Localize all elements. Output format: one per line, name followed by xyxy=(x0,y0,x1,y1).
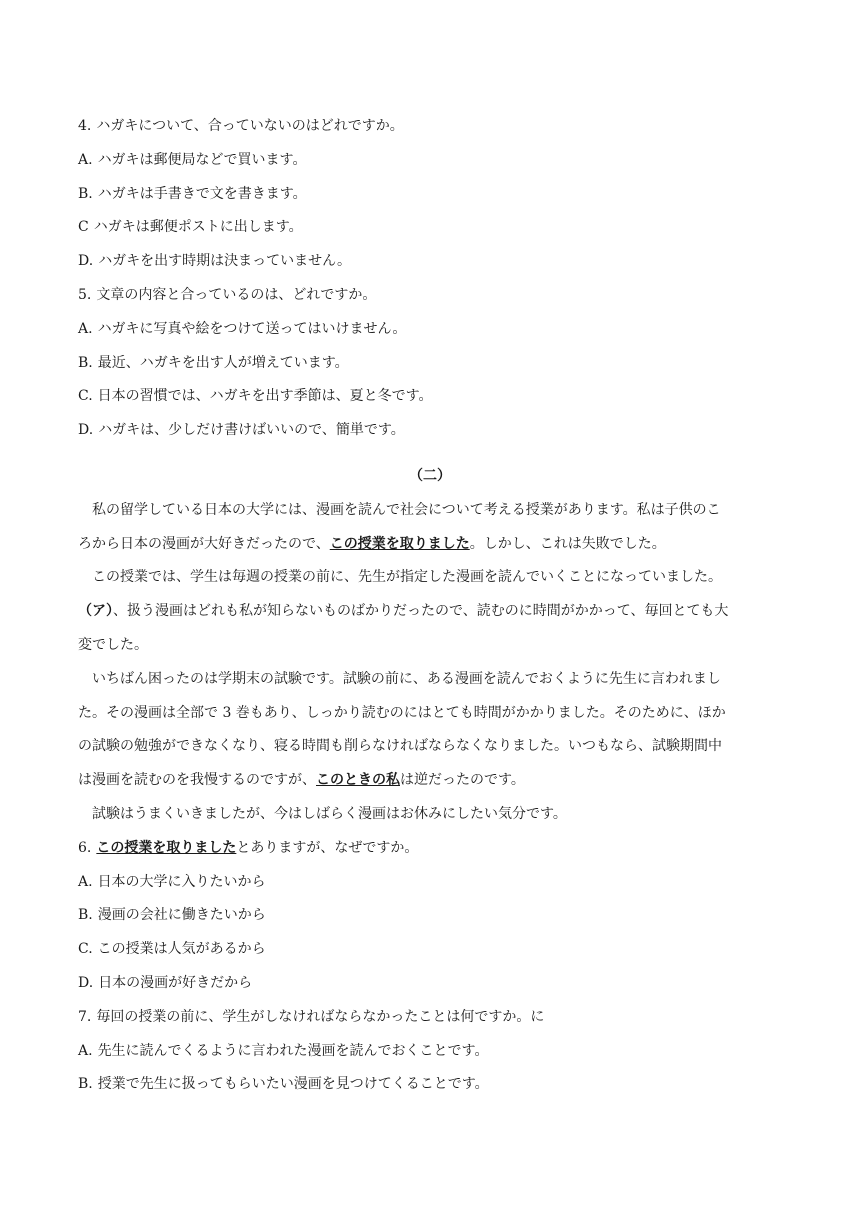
question-text: 文章の内容と合っているのは、どれですか。 xyxy=(96,286,377,303)
passage-paragraph-2 xyxy=(78,561,782,662)
passage-line: 変でした。 xyxy=(78,636,148,653)
passage-line: この授業では、学生は毎週の授業の前に、先生が指定した漫画を読んでいくことになっていました。 xyxy=(92,569,722,586)
option-letter: C. xyxy=(78,388,93,405)
option-7a xyxy=(78,1035,782,1069)
question-4 xyxy=(78,110,782,144)
passage-text: 。しかし、これは失敗でした。 xyxy=(469,535,666,552)
underlined-phrase: このときの私 xyxy=(316,772,400,789)
passage-paragraph-3 xyxy=(78,663,782,798)
passage-text: 、扱う漫画はどれも私が知らないものばかりだったので、読むのに時間がかかって、毎回とても大 xyxy=(113,603,729,620)
question-number: 7. xyxy=(78,1008,92,1025)
option-text: 日本の大学に入りたいから xyxy=(97,873,266,890)
option-letter: B. xyxy=(78,354,93,371)
question-text: ハガキについて、合っていないのはどれですか。 xyxy=(96,118,404,134)
question-number: 6. xyxy=(78,839,92,856)
question-text: 毎回の授業の前に、学生がしなければならなかったことは何ですか。に xyxy=(96,1008,545,1025)
option-6a xyxy=(78,866,782,900)
option-text: ハガキは郵便局などで買います。 xyxy=(97,151,307,168)
blank-marker: （ア） xyxy=(78,603,113,620)
option-6b xyxy=(78,899,782,933)
option-4b xyxy=(78,178,782,212)
question-number: 4. xyxy=(78,118,92,134)
option-letter: B. xyxy=(78,185,93,202)
option-text: この授業は人気があるから xyxy=(97,941,266,958)
option-letter: D. xyxy=(78,974,94,991)
passage-line: いちばん困ったのは学期末の試験です。試験の前に、ある漫画を読んでおくように先生に言われまし xyxy=(92,670,721,687)
option-letter: D. xyxy=(78,253,94,270)
option-letter: B. xyxy=(78,1076,93,1093)
question-6 xyxy=(78,832,782,866)
option-5c xyxy=(78,380,782,414)
option-text: 日本の漫画が好きだから xyxy=(98,974,253,991)
option-letter: B. xyxy=(78,907,93,924)
option-4d xyxy=(78,245,782,279)
question-7 xyxy=(78,1001,782,1035)
passage-line: 私の留学している日本の大学には、漫画を読んで社会について考える授業があります。私は子供のこ xyxy=(92,501,721,518)
option-letter: A. xyxy=(78,1042,93,1059)
option-6c xyxy=(78,933,782,967)
option-text: 日本の習慣では、ハガキを出す季節は、夏と冬です。 xyxy=(97,388,433,405)
option-text: 授業で先生に扱ってもらいたい漫画を見つけてくることです。 xyxy=(97,1076,489,1093)
option-text: 漫画の会社に働きたいから xyxy=(97,907,266,924)
question-text: とありますが、なぜですか。 xyxy=(236,839,419,856)
passage-paragraph-4 xyxy=(78,798,782,832)
passage-line xyxy=(78,764,782,798)
option-text: 先生に読んでくるように言われた漫画を読んでおくことです。 xyxy=(97,1042,489,1059)
option-text: ハガキを出す時期は決まっていません。 xyxy=(98,253,352,270)
option-letter: C. xyxy=(78,941,93,958)
passage-paragraph-1 xyxy=(78,494,782,562)
option-letter: A. xyxy=(78,873,93,890)
option-5d xyxy=(78,414,782,448)
passage-line xyxy=(78,528,782,562)
passage-line: の試験の勉強ができなくなり、寝る時間も削らなければならなくなりました。いつもなら、試験期間中 xyxy=(78,738,722,755)
passage-line: 試験はうまくいきましたが、今はしばらく漫画はお休みにしたい気分です。 xyxy=(92,805,567,822)
passage-text: は漫画を読むのを我慢するのですが、 xyxy=(78,772,316,789)
underlined-phrase: この授業を取りました xyxy=(96,839,237,856)
section-title: （二） xyxy=(409,467,451,484)
option-4a xyxy=(78,144,782,178)
option-letter: A. xyxy=(78,151,93,168)
underlined-phrase: この授業を取りました xyxy=(329,535,470,552)
option-text: ハガキは手書きで文を書きます。 xyxy=(97,185,307,202)
option-text: 最近、ハガキを出す人が増えています。 xyxy=(97,354,349,371)
option-text: ハガキに写真や絵をつけて送ってはいけません。 xyxy=(97,320,407,337)
option-4c xyxy=(78,211,782,245)
passage-line: た。その漫画は全部で 3 巻もあり、しっかり読むのにはとても時間がかかりました。そのために、ほか xyxy=(78,704,726,721)
option-5a xyxy=(78,313,782,347)
question-number: 5. xyxy=(78,286,92,303)
option-letter: A. xyxy=(78,320,93,337)
option-letter: C xyxy=(78,219,89,236)
option-5b xyxy=(78,347,782,381)
option-6d xyxy=(78,967,782,1001)
option-7b xyxy=(78,1068,782,1102)
option-letter: D. xyxy=(78,422,94,439)
question-5 xyxy=(78,279,782,313)
passage-text: は逆だったのです。 xyxy=(400,772,525,789)
option-text: ハガキは、少しだけ書けばいいので、簡単です。 xyxy=(98,422,405,439)
option-text: ハガキは郵便ポストに出します。 xyxy=(93,219,303,236)
passage-text: ろから日本の漫画が大好きだったので、 xyxy=(78,535,330,552)
passage-line xyxy=(78,595,782,629)
